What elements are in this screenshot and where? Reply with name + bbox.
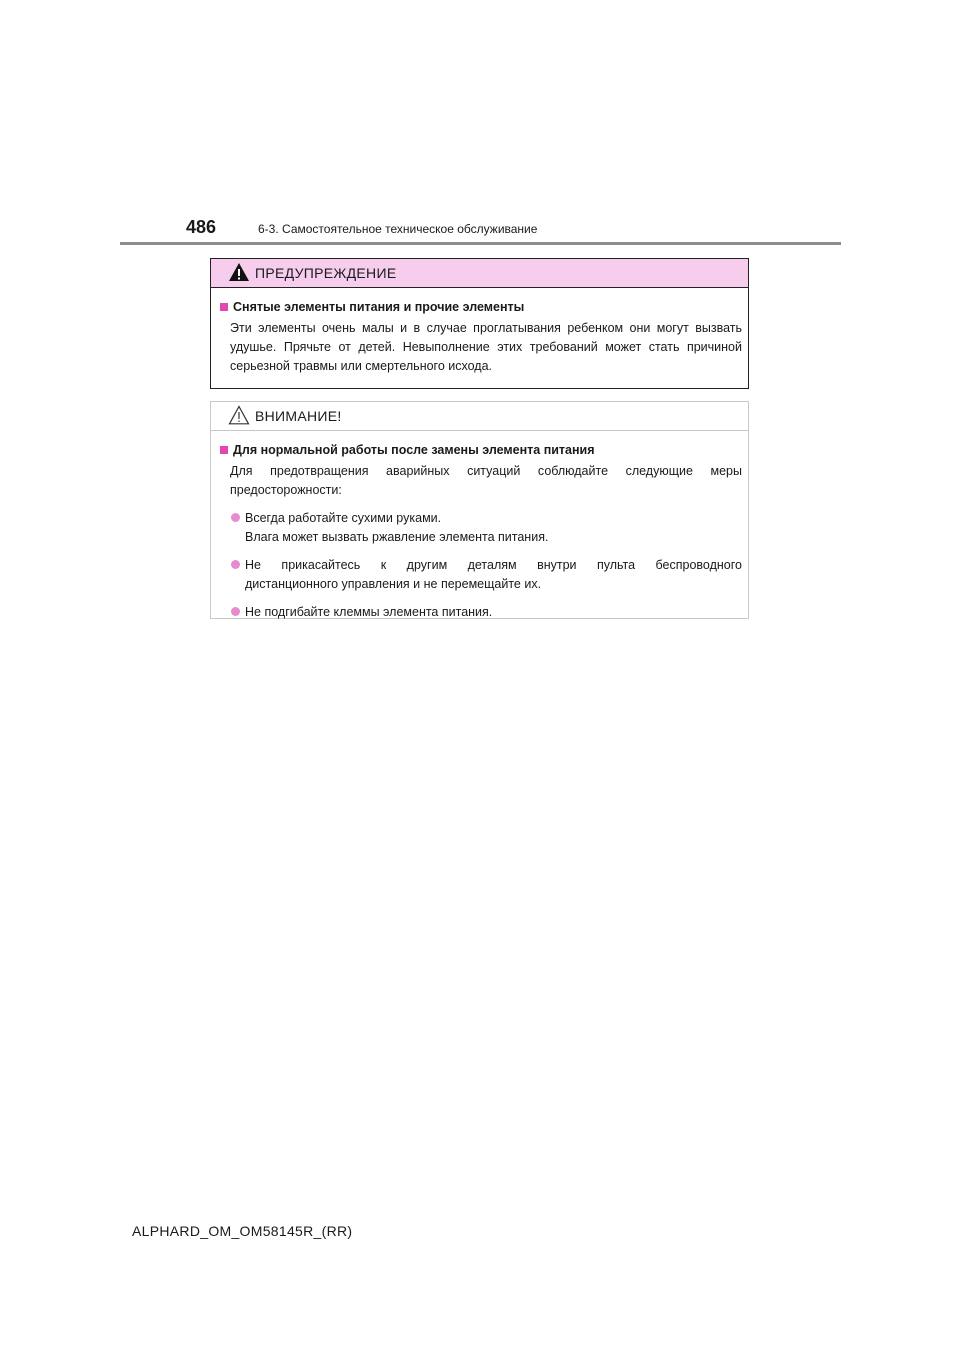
- warning-subheading-text: Снятые элементы питания и прочие элементы: [233, 300, 525, 314]
- list-item-line: Влага может вызвать ржавление элемента питания.: [245, 530, 549, 544]
- caution-intro: Для предотвращения аварийных ситуаций соблюдайте следующие меры предосторожности:: [230, 464, 742, 497]
- square-marker-icon: [220, 303, 228, 311]
- caution-title: ВНИМАНИЕ!: [255, 408, 342, 424]
- list-item: [220, 556, 742, 594]
- caution-body: [211, 431, 748, 622]
- warning-header: [211, 259, 748, 288]
- caution-triangle-icon: [228, 405, 250, 425]
- warning-triangle-icon: [228, 262, 250, 282]
- list-item-line: Не прикасайтесь к другим деталям внутри пульта беспроводного: [245, 558, 742, 572]
- warning-text: Эти элементы очень малы и в случае проглатывания ребенком они могут вызвать удушье. Прячьте от детей. Невыполнение этих требований может стать причиной серьезной травмы или смертельного исхода.: [230, 321, 742, 373]
- list-item-line: дистанционного управления и не перемещайте их.: [245, 577, 542, 591]
- section-title: 6-3. Самостоятельное техническое обслуживание: [258, 222, 538, 236]
- list-item: [220, 509, 742, 547]
- warning-subheading: [220, 300, 742, 314]
- header-rule: [120, 242, 841, 245]
- list-item-line: Не подгибайте клеммы элемента питания.: [245, 605, 493, 619]
- warning-box: [210, 258, 749, 389]
- caution-subheading: [220, 443, 742, 457]
- warning-title: ПРЕДУПРЕЖДЕНИЕ: [255, 265, 397, 281]
- bullet-dot-icon: [231, 513, 240, 522]
- page-number: 486: [186, 217, 217, 237]
- warning-body: [211, 288, 748, 376]
- bullet-dot-icon: [231, 560, 240, 569]
- list-item-line: Всегда работайте сухими руками.: [245, 511, 442, 525]
- square-marker-icon: [220, 446, 228, 454]
- list-item: [220, 603, 742, 622]
- caution-subheading-text: Для нормальной работы после замены элемента питания: [233, 443, 595, 457]
- bullet-dot-icon: [231, 607, 240, 616]
- caution-box: [210, 401, 749, 619]
- document-code: ALPHARD_OM_OM58145R_(RR): [132, 1223, 353, 1239]
- caution-header: [211, 402, 748, 431]
